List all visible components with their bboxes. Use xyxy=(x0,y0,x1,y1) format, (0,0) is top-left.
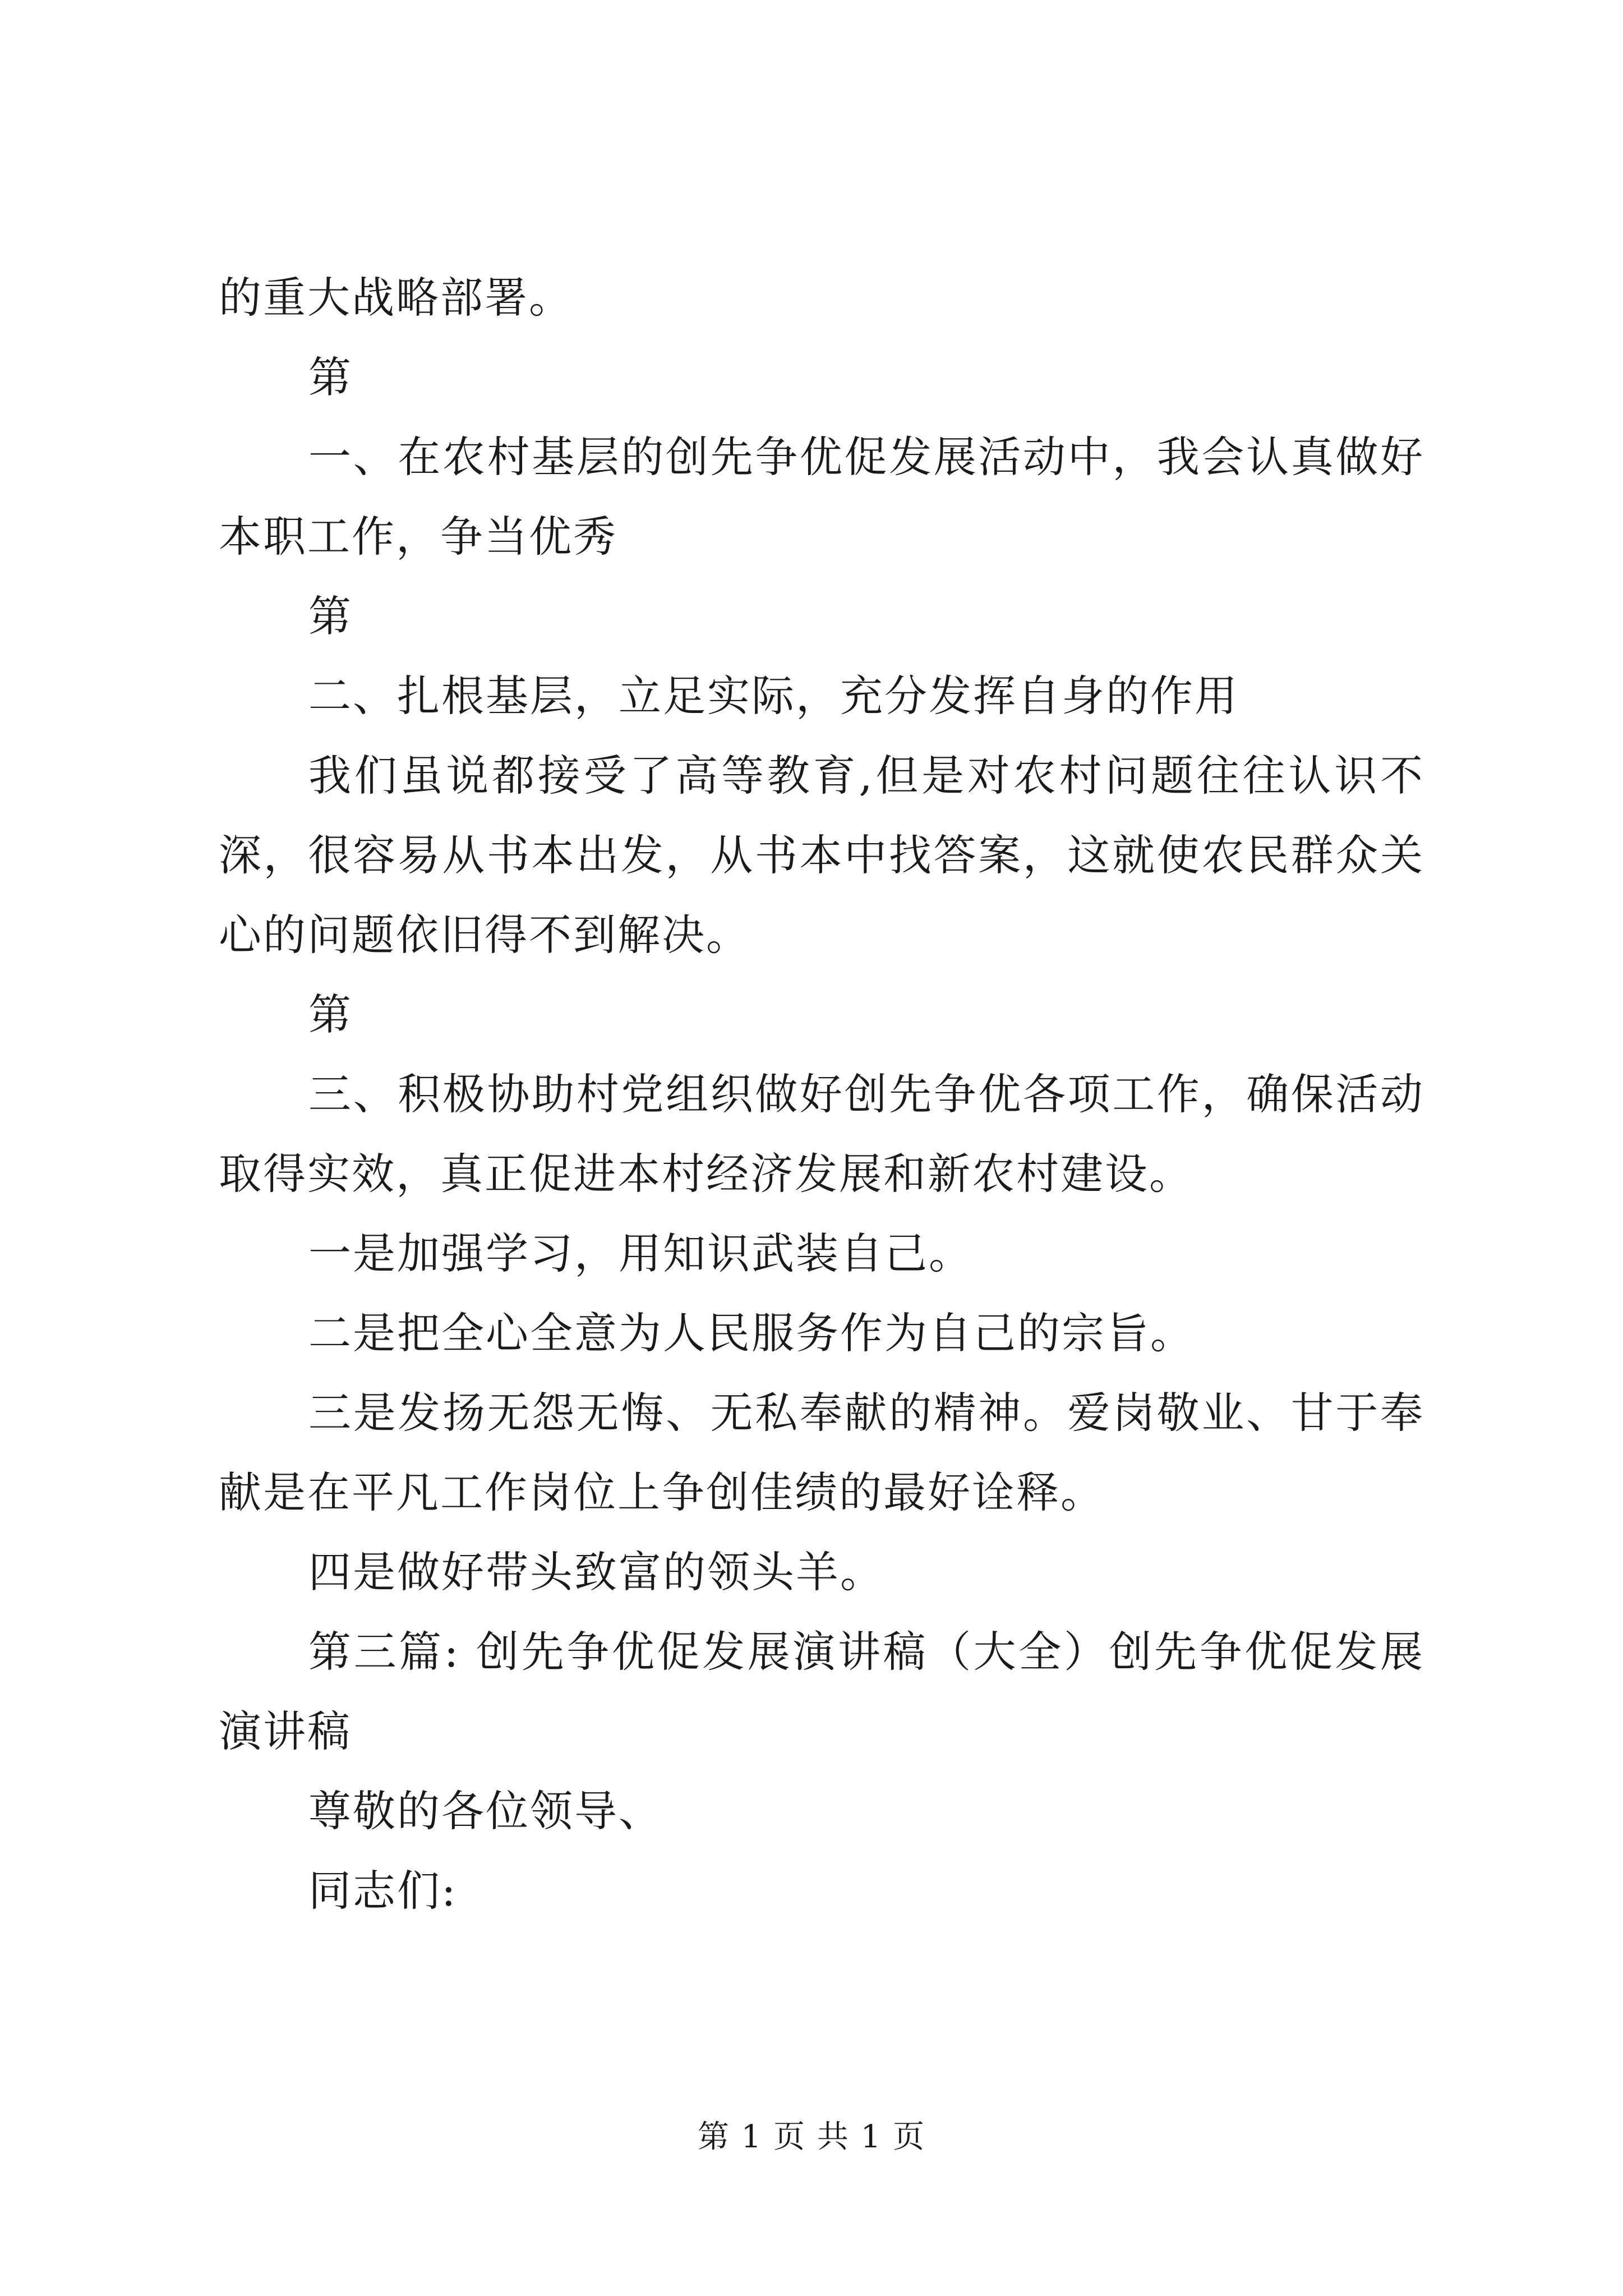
paragraph-11: 三是发扬无怨无悔、无私奉献的精神。爱岗敬业、甘于奉献是在平凡工作岗位上争创佳绩的最好诠释。 xyxy=(219,1388,1424,1517)
page-footer xyxy=(0,2118,1623,2157)
paragraph-6: 我们虽说都接受了高等教育,但是对农村问题往往认识不深，很容易从书本出发，从书本中找答案，这就使农民群众关心的问题依旧得不到解决。 xyxy=(219,751,1424,960)
paragraph-4: 第 xyxy=(308,591,353,641)
paragraph-15: 同志们: xyxy=(308,1866,458,1916)
paragraph-2: 第 xyxy=(308,352,353,402)
paragraph-10: 二是把全心全意为人民服务作为自己的宗旨。 xyxy=(308,1308,1195,1358)
paragraph-13: 第三篇: 创先争优促发展演讲稿（大全）创先争优促发展演讲稿 xyxy=(219,1627,1424,1756)
document-body xyxy=(219,258,1424,1931)
paragraph-5: 二、扎根基层，立足实际，充分发挥自身的作用 xyxy=(308,671,1239,721)
paragraph-1: 的重大战略部署。 xyxy=(219,273,573,323)
paragraph-12: 四是做好带头致富的领头羊。 xyxy=(308,1547,884,1597)
page-number-label: 第 1 页 共 1 页 xyxy=(697,2119,926,2155)
paragraph-9: 一是加强学习，用知识武装自己。 xyxy=(308,1228,973,1278)
paragraph-14: 尊敬的各位领导、 xyxy=(308,1786,663,1836)
paragraph-3: 一、在农村基层的创先争优促发展活动中，我会认真做好本职工作，争当优秀 xyxy=(219,432,1424,562)
paragraph-8: 三、积极协助村党组织做好创先争优各项工作，确保活动取得实效，真正促进本村经济发展和新农村建设。 xyxy=(219,1069,1424,1199)
paragraph-7: 第 xyxy=(308,990,353,1039)
